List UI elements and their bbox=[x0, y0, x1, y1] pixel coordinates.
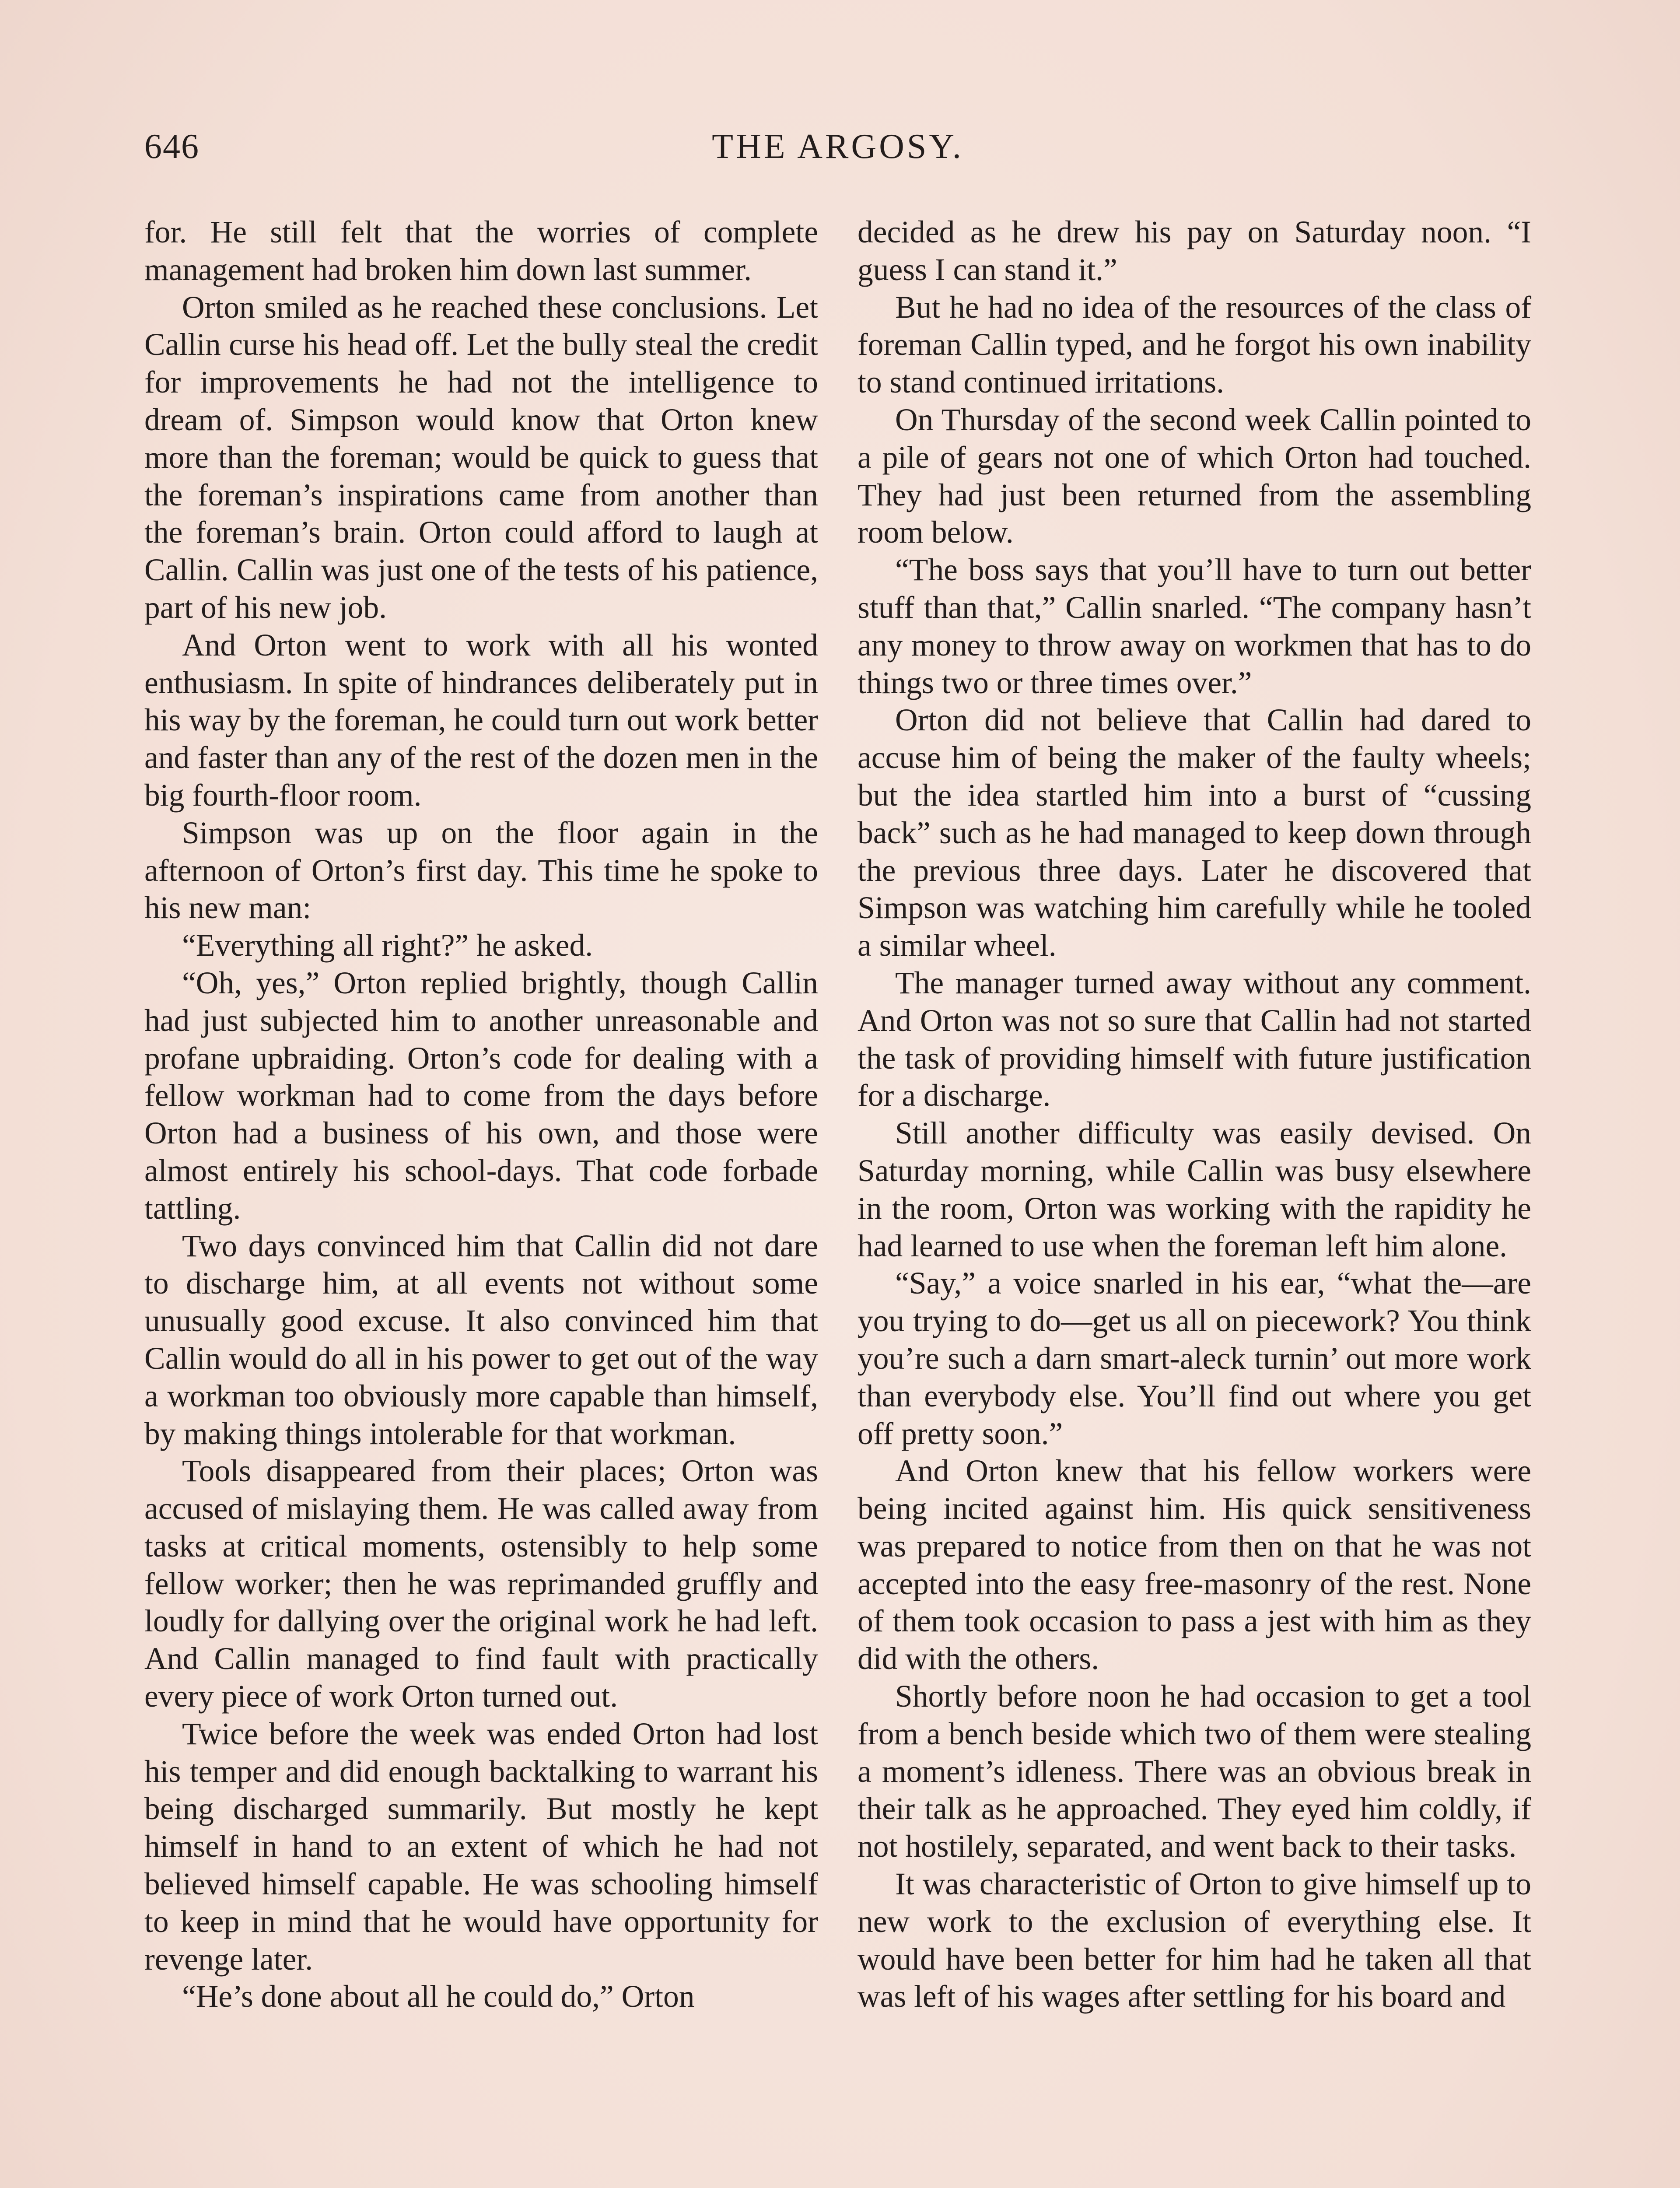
paragraph: It was characteristic of Orton to give himself up to new work to the exclusion of everything else. It would have been better for him had he taken all that was left of his wages after settling for his board and bbox=[858, 1867, 1531, 2014]
paragraph: decided as he drew his pay on Saturday noon. “I guess I can stand it.” bbox=[858, 215, 1531, 287]
paragraph: But he had no idea of the resources of the class of foreman Callin typed, and he forgot his own inability to stand continued irritations. bbox=[858, 290, 1531, 400]
paragraph: “He’s done about all he could do,” Orton bbox=[182, 1979, 695, 2014]
paragraph: “The boss says that you’ll have to turn out better stuff than that,” Callin snarled. “The company hasn’t any money to throw away on workmen that has to do things two or three times over.” bbox=[858, 553, 1531, 700]
page-header bbox=[144, 127, 1531, 175]
paragraph: The manager turned away without any comment. And Orton was not so sure that Callin had not started the task of providing himself with future justification for a discharge. bbox=[858, 965, 1531, 1113]
paragraph: “Say,” a voice snarled in his ear, “what the—are you trying to do—get us all on piecework? You think you’re such a darn smart-aleck turnin’ out more work than everybody else. You’ll find out where you get off pretty soon.” bbox=[858, 1266, 1531, 1451]
paragraph: “Oh, yes,” Orton replied brightly, though Callin had just subjected him to another unreasonable and profane upbraiding. Orton’s code for dealing with a fellow workman had to come from the days before Orton had a business of his own, and those were almost entirely his school-days. That code forbade tattling. bbox=[144, 965, 818, 1226]
paragraph: Orton smiled as he reached these conclusions. Let Callin curse his head off. Let the bully steal the credit for improvements he had not the intelligence to dream of. Simpson would know that Orton knew more than the foreman; would be quick to guess that the foreman’s inspirations came from another than the foreman’s brain. Orton could afford to laugh at Callin. Callin was just one of the tests of his patience, part of his new job. bbox=[144, 290, 818, 625]
paragraph: And Orton went to work with all his wonted enthusiasm. In spite of hindrances deliberately put in his way by the foreman, he could turn out work better and faster than any of the rest of the dozen men in the big fourth-floor room. bbox=[144, 628, 818, 813]
left-column bbox=[144, 214, 818, 2016]
paragraph: for. He still felt that the worries of complete management had broken him down last summer. bbox=[144, 215, 818, 287]
paragraph: Two days convinced him that Callin did not dare to discharge him, at all events not without some unusually good excuse. It also convinced him that Callin would do all in his power to get out of the way a workman too obviously more capable than himself, by making things intolerable for that workman. bbox=[144, 1228, 818, 1451]
paragraph: Shortly before noon he had occasion to get a tool from a bench beside which two of them were stealing a moment’s idleness. There was an obvious break in their talk as he approached. They eyed him coldly, if not hostilely, separated, and went back to their tasks. bbox=[858, 1679, 1531, 1864]
paragraph: Orton did not believe that Callin had dared to accuse him of being the maker of the faulty wheels; but the idea startled him into a burst of “cussing back” such as he had managed to keep down through the previous three days. Later he discovered that Simpson was watching him carefully while he tooled a similar wheel. bbox=[858, 703, 1531, 963]
paragraph: And Orton knew that his fellow workers were being incited against him. His quick sensitiveness was prepared to notice from then on that he was not accepted into the easy free-masonry of the rest. None of them took occasion to pass a jest with him as they did with the others. bbox=[858, 1454, 1531, 1676]
paragraph: On Thursday of the second week Callin pointed to a pile of gears not one of which Orton had touched. They had just been returned from the assembling room below. bbox=[858, 402, 1531, 550]
paragraph: Twice before the week was ended Orton had lost his temper and did enough backtalking to warrant his being discharged summarily. But mostly he kept himself in hand to an extent of which he had not believed himself capable. He was schooling himself to keep in mind that he would have opportunity for revenge later. bbox=[144, 1716, 818, 1977]
paragraph: Simpson was up on the floor again in the afternoon of Orton’s first day. This time he spoke to his new man: bbox=[144, 815, 818, 926]
right-column bbox=[858, 214, 1531, 2016]
paragraph: “Everything all right?” he asked. bbox=[182, 928, 593, 963]
running-title: THE ARGOSY. bbox=[712, 127, 964, 166]
paragraph: Still another difficulty was easily devised. On Saturday morning, while Callin was busy elsewhere in the room, Orton was working with the rapidity he had learned to use when the foreman left him alone. bbox=[858, 1116, 1531, 1263]
page-number: 646 bbox=[144, 127, 200, 166]
paragraph: Tools disappeared from their places; Orton was accused of mislaying them. He was called away from tasks at critical moments, ostensibly to help some fellow worker; then he was reprimanded gruffly and loudly for dallying over the original work he had left. And Callin managed to find fault with practically every piece of work Orton turned out. bbox=[144, 1454, 818, 1714]
